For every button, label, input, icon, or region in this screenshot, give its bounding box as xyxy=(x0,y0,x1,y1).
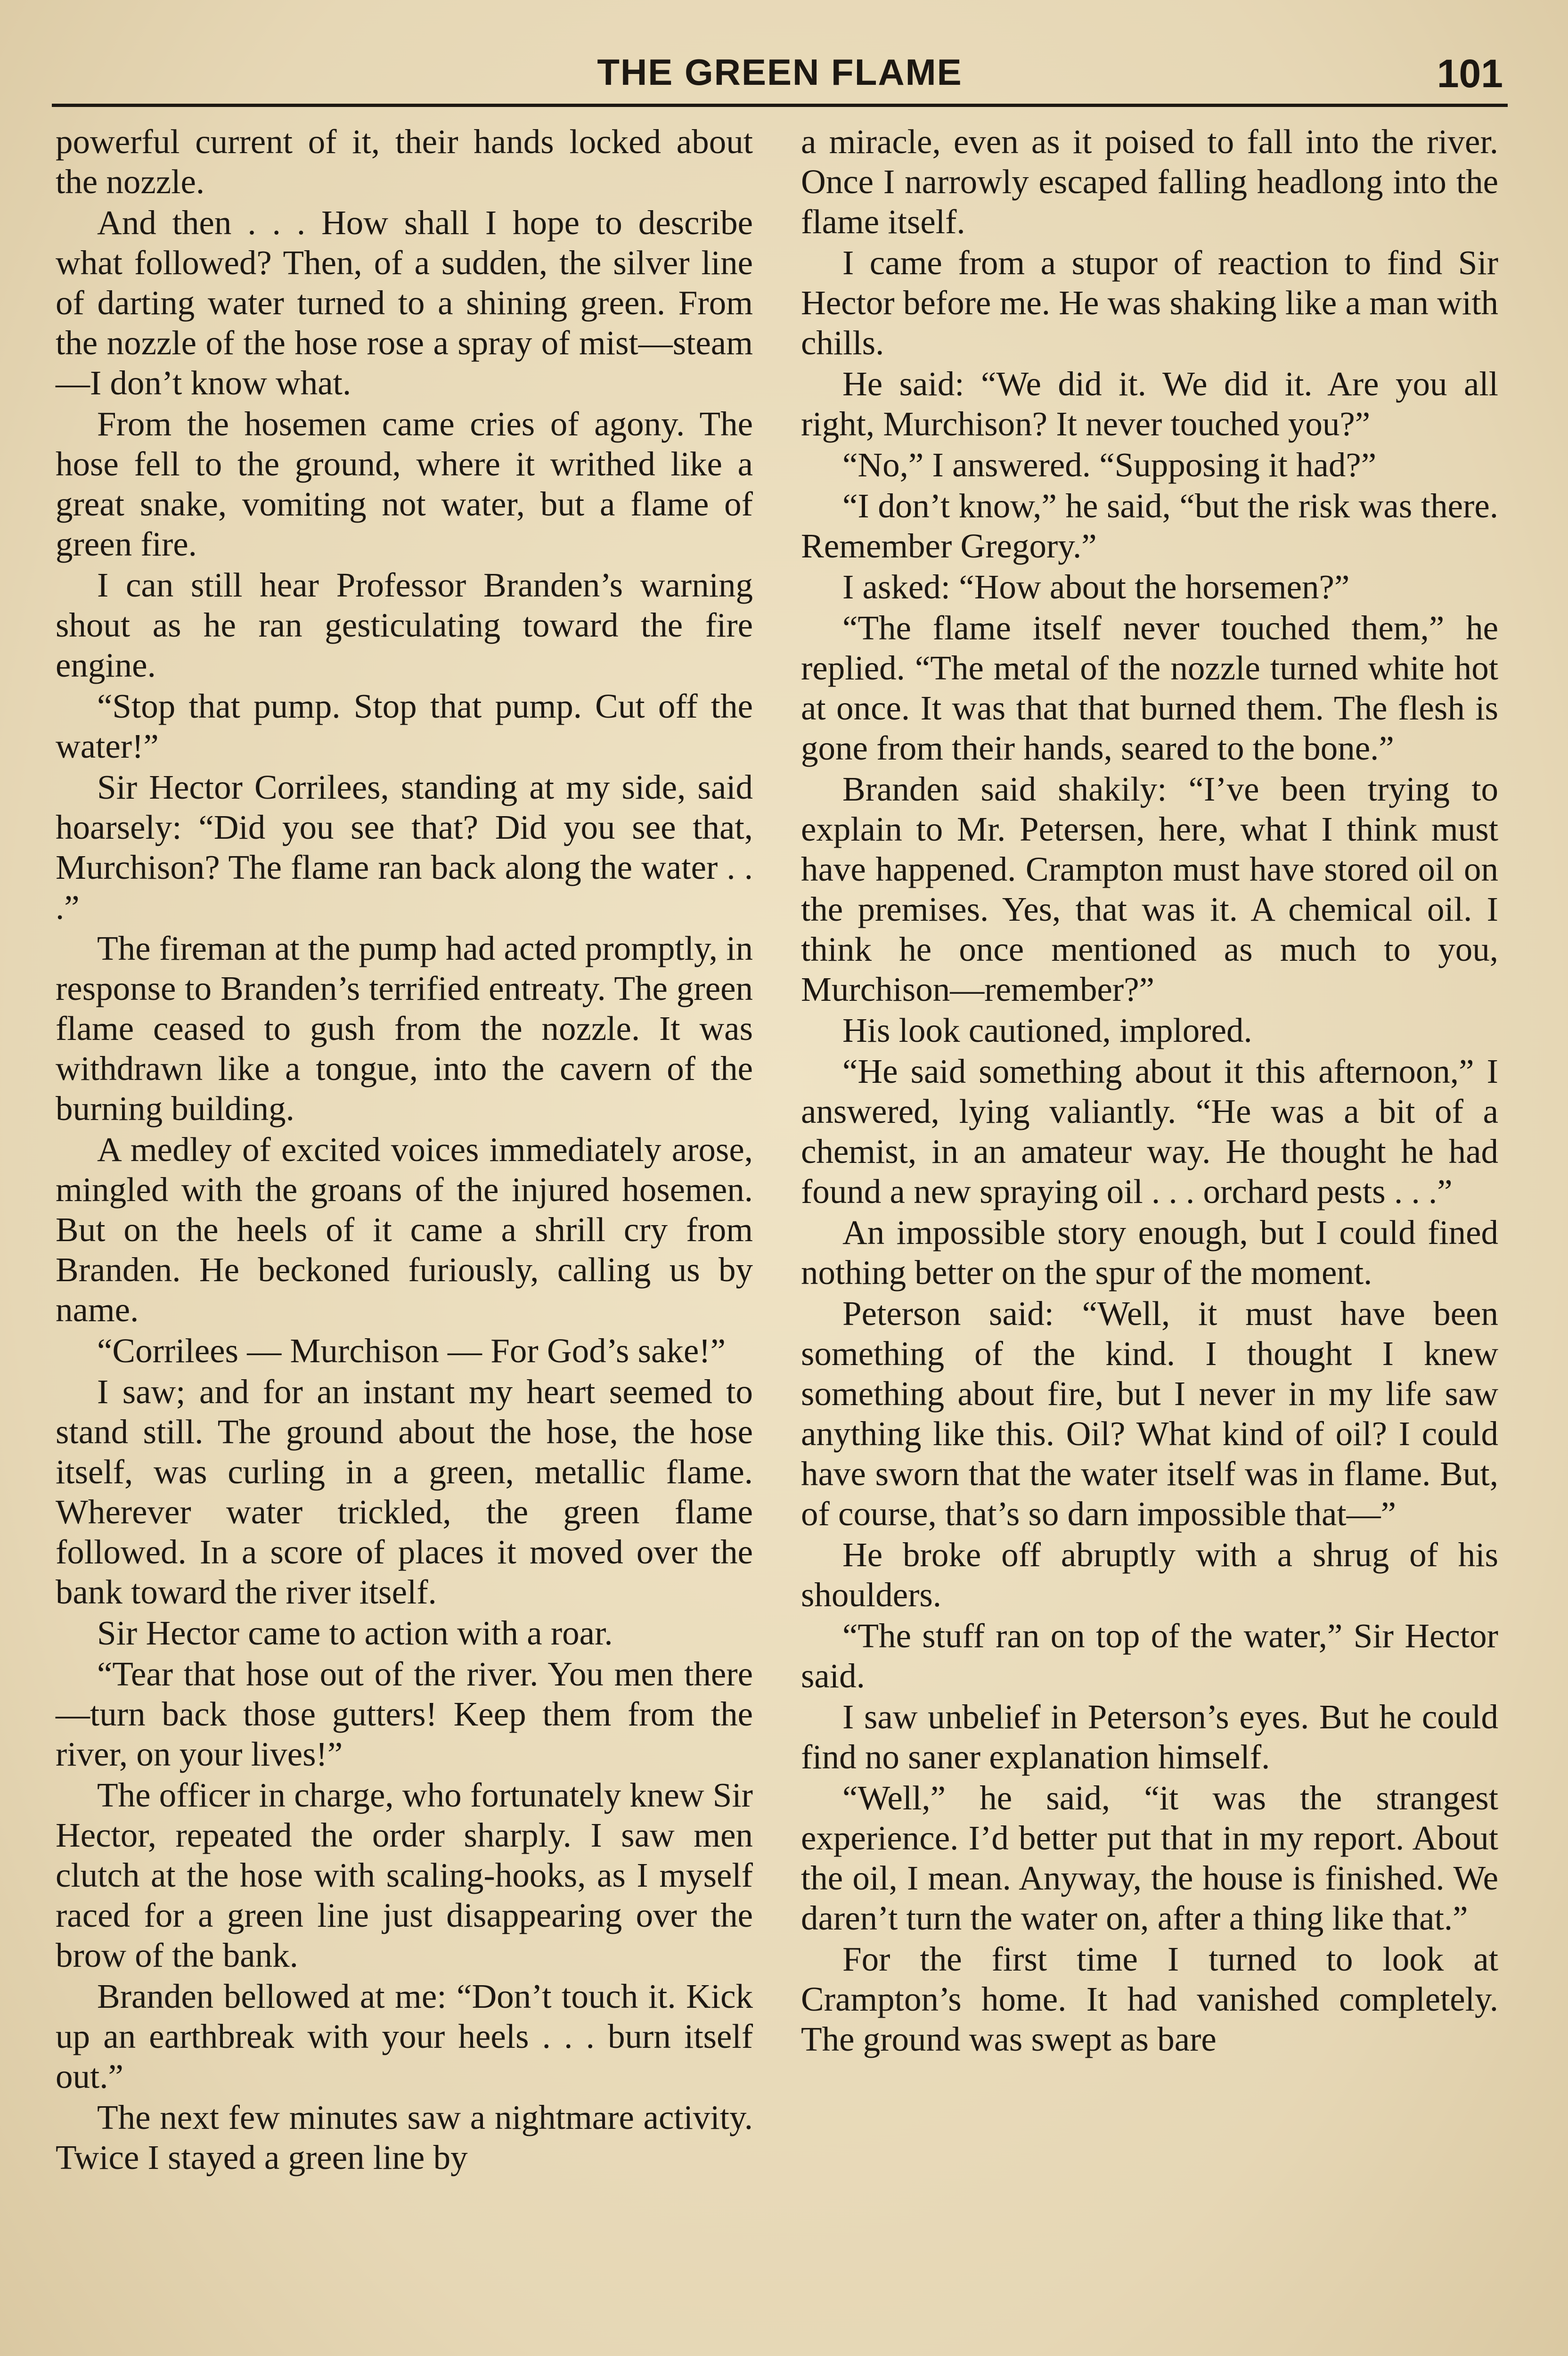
paragraph: His look cautioned, implored. xyxy=(842,1011,1252,1049)
paragraph: An impossible story enough, but I could fined nothing better on the spur of the moment. xyxy=(801,1213,1498,1292)
paragraph: “He said something about it this afternoon,” I answered, lying valiantly. “He was a bit of a chemist, in an amateur way. He thought he had found a new spraying oil . . . orchard pests . . .” xyxy=(801,1052,1498,1211)
paragraph: The officer in charge, who fortunately knew Sir Hector, repeated the order sharply. I saw men clutch at the hose with scaling-hooks, as I myself raced for a green line just disappearing over the brow of the bank. xyxy=(56,1776,753,1974)
paragraph: Branden bellowed at me: “Don’t touch it. Kick up an earthbreak with your heels . . . burn itself out.” xyxy=(56,1977,753,2095)
page-title: THE GREEN FLAME xyxy=(597,51,963,93)
paragraph: A medley of excited voices immediately arose, mingled with the groans of the injured hosemen. But on the heels of it came a shrill cry from Branden. He beckoned furiously, calling us by name. xyxy=(56,1130,753,1329)
paragraph: I asked: “How about the horsemen?” xyxy=(842,568,1350,606)
paragraph: I saw; and for an instant my heart seemed to stand still. The ground about the hose, the hose itself, was curling in a green, metallic flame. Wherever water trickled, the green flame followed. In a score of places it moved over the bank toward the river itself. xyxy=(56,1373,753,1611)
paragraph: “Tear that hose out of the river. You men there—turn back those gutters! Keep them from the river, on your lives!” xyxy=(56,1655,753,1773)
paragraph: I saw unbelief in Peterson’s eyes. But he could find no saner explanation himself. xyxy=(801,1698,1498,1776)
paragraph: “The flame itself never touched them,” he replied. “The metal of the nozzle turned white hot at once. It was that that burned them. The flesh is gone from their hands, seared to the bone.” xyxy=(801,609,1498,767)
right-text-column xyxy=(801,122,1498,2060)
paragraph: “Stop that pump. Stop that pump. Cut off the water!” xyxy=(56,687,753,765)
paragraph: From the hosemen came cries of agony. The hose fell to the ground, where it writhed like a great snake, vomiting not water, but a flame of green fire. xyxy=(56,405,753,563)
page-number: 101 xyxy=(1437,51,1503,96)
paragraph: I can still hear Professor Branden’s warning shout as he ran gesticulating toward the fire engine. xyxy=(56,566,753,684)
paragraph: For the first time I turned to look at Crampton’s home. It had vanished completely. The ground was swept as bare xyxy=(801,1940,1498,2058)
paragraph: And then . . . How shall I hope to describe what followed? Then, of a sudden, the silver line of darting water turned to a shining green. From the nozzle of the hose rose a spray of mist—steam—I don’t know what. xyxy=(56,204,753,402)
paragraph: The next few minutes saw a nightmare activity. Twice I stayed a green line by xyxy=(56,2098,753,2176)
running-header xyxy=(52,47,1508,107)
paragraph: Peterson said: “Well, it must have been something of the kind. I thought I knew something about fire, but I never in my life saw anything like this. Oil? What kind of oil? I could have sworn that the water itself was in flame. But, of course, that’s so darn impossible that—” xyxy=(801,1294,1498,1533)
paragraph: Branden said shakily: “I’ve been trying to explain to Mr. Petersen, here, what I think must have happened. Crampton must have stored oil on the premises. Yes, that was it. A chemical oil. I think he once mentioned as much to you, Murchison—remember?” xyxy=(801,770,1498,1008)
paragraph: “No,” I answered. “Supposing it had?” xyxy=(842,446,1377,484)
paragraph: “Well,” he said, “it was the strangest experience. I’d better put that in my report. About the oil, I mean. Anyway, the house is finished. We daren’t turn the water on, after a thing like that.” xyxy=(801,1779,1498,1937)
paragraph: “The stuff ran on top of the water,” Sir Hector said. xyxy=(801,1617,1498,1695)
paragraph: Sir Hector Corrilees, standing at my side, said hoarsely: “Did you see that? Did you see that, Murchison? The flame ran back along the water . . .” xyxy=(56,768,753,926)
paragraph: “I don’t know,” he said, “but the risk was there. Remember Gregory.” xyxy=(801,487,1498,565)
paragraph: Sir Hector came to action with a roar. xyxy=(97,1614,613,1652)
paragraph: “Corrilees — Murchison — For God’s sake!” xyxy=(97,1332,726,1370)
paragraph: powerful current of it, their hands locked about the nozzle. xyxy=(56,123,753,201)
paragraph: He said: “We did it. We did it. Are you all right, Murchison? It never touched you?” xyxy=(801,365,1498,443)
paragraph: He broke off abruptly with a shrug of his shoulders. xyxy=(801,1536,1498,1614)
paragraph: a miracle, even as it poised to fall into the river. Once I narrowly escaped falling headlong into the flame itself. xyxy=(801,123,1498,241)
left-text-column xyxy=(56,122,753,2178)
paragraph: I came from a stupor of reaction to find Sir Hector before me. He was shaking like a man with chills. xyxy=(801,244,1498,362)
paragraph: The fireman at the pump had acted promptly, in response to Branden’s terrified entreaty. The green flame ceased to gush from the nozzle. It was withdrawn like a tongue, into the cavern of the burning building. xyxy=(56,929,753,1128)
